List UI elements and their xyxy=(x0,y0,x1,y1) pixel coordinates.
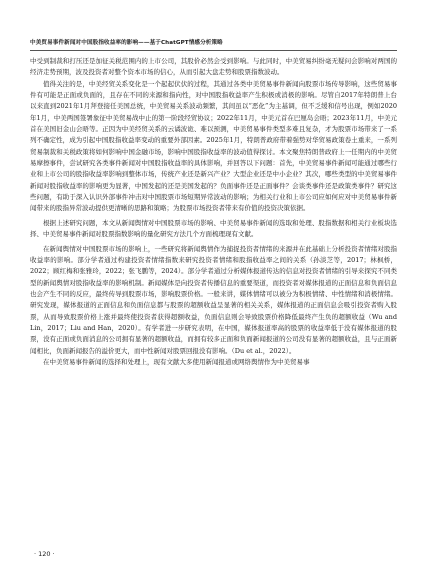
article-body xyxy=(30,56,397,368)
paragraph-literature-overview: 根据上述研究问题，本文从新闻舆情对中国股票市场的影响、中美贸易事件新闻的选取和处理、股指数据和相关行业板块选择、中美贸易事件新闻对股票指数影响的量化研究方法几个方面梳理现有文献。 xyxy=(30,218,397,239)
page-number: · 120 · xyxy=(34,550,55,558)
header-rule xyxy=(30,50,397,51)
paragraph-news-sentiment: 在新闻舆情对中国股票市场的影响上，一些研究将新闻舆情作为捕捉投资者情绪的来源并在此基础上分析投资者情绪对股指收益率的影响。部分学者通过构建投资者情绪指数来研究投资者情绪和股指收益率之间的关系（孙淡芝等，2017；林枫桥，2022；顾红梅和张雅玲，2022；张飞鹏等，2024）。部分学者通过分析媒体报道传达的信息对投资者情绪的引导来探究不同类型的新闻舆情对股指收益率的影响机制。新闻媒体是向投资者传播信息的重要渠道，而投资者对媒体报道的正面信息和负面信息也会产生不同的反应，最终传导到股票市场，影响股票价格。一般来讲，媒体情绪可以被分为积极情绪、中性情绪和消极情绪。研究发现，媒体报道的正面信息和负面信息都与股票的超额收益呈显著的相关关系，媒体报道的正面信息会吸引投资者购入股票，从而导致股票价格上涨并最终使投资者获得超额收益，负面信息则会导致股票价格降低最终产生负的超额收益（Wu and Lin，2017；Liu and Han，2020）。有学者进一步研究表明，在中国，媒体报道率高的股票的收益率低于没有媒体报道的股票，没有正面或负面消息的公司拥有显著的超额收益，而拥有较多正面和负面新闻报道的公司没有显著的超额收益，且与正面新闻相比，负面新闻报告的溢价更大，而中性新闻对股票回报没有影响。（Du et al.，2022）。 xyxy=(30,244,397,355)
paragraph-research-questions: 值得关注的是，中美经贸关系变化是一个起起伏伏的过程，其通过各类中美贸易事件新闻向股票市场传导影响，这些贸易事件有可能是正面或负面的，且存在不同的来源和指向性，对中国股指收益率产生积极或消极的影响。尽管自2017年特朗普上台以来直到2021年1月拜登接任美国总统，中美贸易关系波动频繁，其间虽以“恶化”为主基调，但不乏缓和信号出现，例如2020年1月，中美两国签署象征中美贸易战中止的第一阶段经贸协议；2022年11月，中美元首在巴厘岛会晤；2023年11月，中美元首在美国旧金山会晤等。正因为中美经贸关系的云谲波诡、难以预测，中美贸易事件类型多难且复杂，才为股票市场带来了一系列不确定性，成为引起中国股指收益率变动的重要外部因素。2025年1月，特朗普政府带着强势对华贸易政策卷土重来，一系列贸易制裁和关税政策将如何影响中国金融市场，影响中国股指收益率的波动值得探讨。本文聚焦特朗普政府上一任期内的中美贸易摩擦事件，尝试研究各类事件新闻对中国股指收益率的具体影响，并回答以下问题：首先，中美贸易事件新闻可能通过哪些行业和上市公司的股指收益率影响到整体市场，传统产业还是新兴产业？大型企业还是中小企业？其次，哪些类型的中美贸易事件新闻对股指收益率的影响更为显著，中国发起的还是美国发起的？负面事件还是正面事件？会谈类事件还是政策类事件？研究这些问题，有助于深入认识外部事件冲击对中国股票市场短期异常波动的影响；为相关行业和上市公司应如何应对中美贸易事件新闻带来的股指异常波动提供更清晰的思路和策略；为股票市场投资者带来有价值的投资决策依据。 xyxy=(30,79,397,213)
paragraph-continued: 中受到制裁和打压还是加征关税范围内的上市公司，其股价必然会受到影响。与此同时，中美贸易纠纷毫无疑问会影响对两国的经济走势预期，波及投资者对整个资本市场的信心，从而引起大盘走势和股票指数波动。 xyxy=(30,57,397,77)
running-header: 中美贸易事件新闻对中国股指收益率的影响——基于ChatGPT情感分析策略 xyxy=(30,40,223,46)
paragraph-news-selection: 在中美贸易事件新闻的选择和处理上，现有文献大多使用新闻报道或网络舆情作为中美贸易事 xyxy=(43,357,310,366)
